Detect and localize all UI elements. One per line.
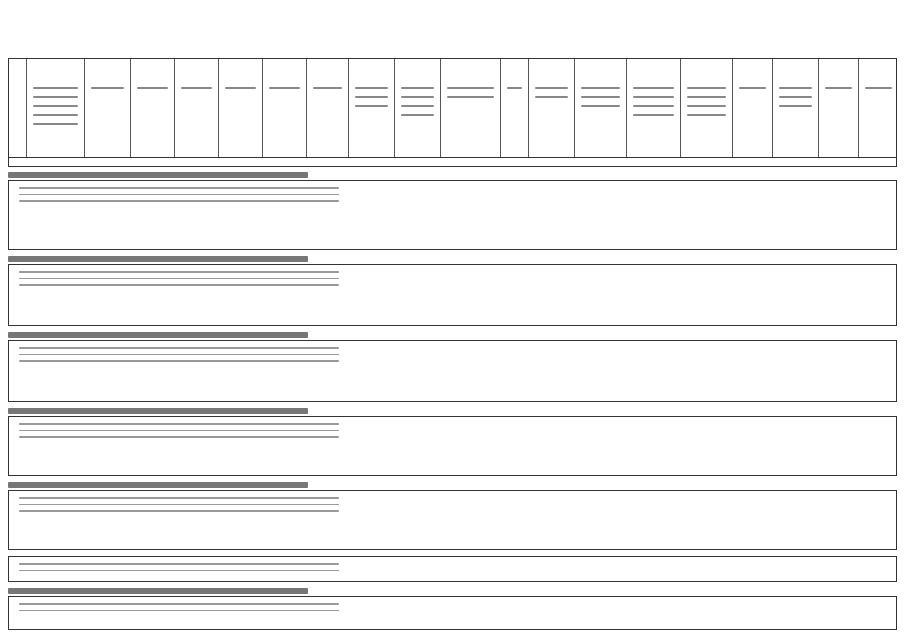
section-block-2: [8, 264, 897, 326]
header-col-18: [773, 59, 819, 157]
header-col-11: [441, 59, 501, 157]
header-col-7: [263, 59, 307, 157]
section-4-text: [19, 423, 339, 443]
document-page: [8, 8, 897, 632]
header-col-6: [219, 59, 263, 157]
section-block-4: [8, 416, 897, 476]
section-6-text: [19, 563, 339, 576]
section-title-5: [8, 482, 308, 488]
header-col-16: [681, 59, 733, 157]
header-col-13: [529, 59, 575, 157]
section-block-5: [8, 490, 897, 550]
header-col-9: [349, 59, 395, 157]
header-col-3: [85, 59, 131, 157]
section-5-text: [19, 497, 339, 517]
section-title-3: [8, 332, 308, 338]
header-col-14: [575, 59, 627, 157]
column-number-row: [8, 158, 897, 167]
section-block-7: [8, 596, 897, 630]
section-3-text: [19, 347, 339, 367]
header-col-4: [131, 59, 175, 157]
section-2-text: [19, 271, 339, 291]
section-title-4: [8, 408, 308, 414]
header-col-10: [395, 59, 441, 157]
header-col-5: [175, 59, 219, 157]
header-col-17: [733, 59, 773, 157]
header-col-20: [859, 59, 898, 157]
header-col-1: [9, 59, 27, 157]
table-header: [8, 58, 897, 158]
header-col-19: [819, 59, 859, 157]
section-block-1: [8, 180, 897, 250]
header-col-2: [27, 59, 85, 157]
section-7-text: [19, 603, 339, 616]
section-block-6: [8, 556, 897, 582]
section-title-7: [8, 588, 308, 594]
header-col-15: [627, 59, 681, 157]
section-1-text: [19, 187, 339, 207]
section-title-1: [8, 172, 308, 178]
header-col-8: [307, 59, 349, 157]
section-block-3: [8, 340, 897, 402]
header-col-12: [501, 59, 529, 157]
section-title-2: [8, 256, 308, 262]
